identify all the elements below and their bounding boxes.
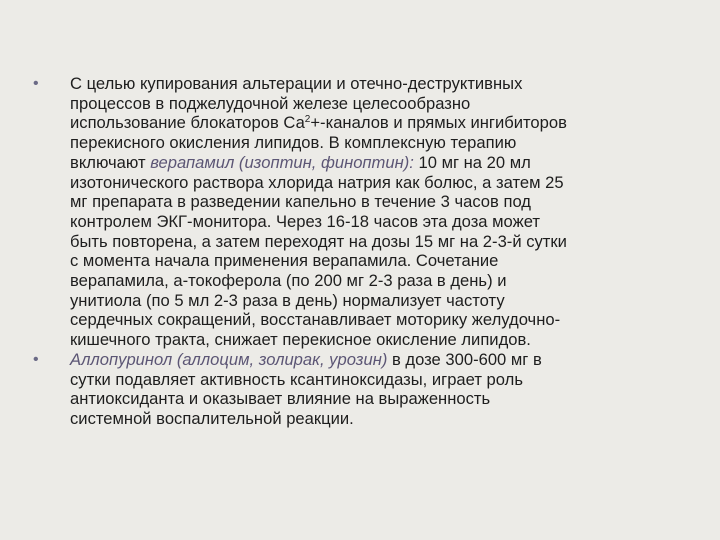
text-span: верапамила, а-токоферола (по 200 мг 2-3 раза в день) и xyxy=(70,271,507,291)
text-line xyxy=(70,212,690,232)
text-line xyxy=(70,113,690,133)
text-span: кишечного тракта, снижает перекисное окисление липидов. xyxy=(70,330,531,350)
text-span: +-каналов и прямых ингибиторов xyxy=(310,113,567,133)
text-line xyxy=(70,350,690,370)
text-span: 10 мг на 20 мл xyxy=(413,152,531,172)
text-span: сутки подавляет активность ксантиноксидазы, играет роль xyxy=(70,369,523,389)
text-line xyxy=(70,310,690,330)
text-span: изотонического раствора хлорида натрия как болюс, а затем 25 xyxy=(70,172,564,192)
text-line xyxy=(70,173,690,193)
text-line xyxy=(70,271,690,291)
bullet-dot-icon: • xyxy=(33,350,39,368)
text-line xyxy=(70,389,690,409)
text-line xyxy=(70,291,690,311)
bullet-list xyxy=(30,74,690,429)
bullet-item-allopurinol xyxy=(30,350,690,429)
text-span: использование блокаторов Са xyxy=(70,113,305,133)
text-span: включают xyxy=(70,152,151,172)
text-line xyxy=(70,330,690,350)
text-span: антиоксиданта и оказывает влияние на выраженность xyxy=(70,389,491,409)
text-line xyxy=(70,133,690,153)
text-line xyxy=(70,409,690,429)
text-span: быть повторена, а затем переходят на дозы 15 мг на 2-3-й сутки xyxy=(70,231,567,251)
text-line xyxy=(70,251,690,271)
drug-name-verapamil: верапамил (изоптин, финоптин): xyxy=(150,152,414,172)
text-span: мг препарата в разведении капельно в течение 3 часов под xyxy=(70,192,531,212)
text-span: с момента начала применения верапамила. Сочетание xyxy=(70,251,499,271)
text-line xyxy=(70,94,690,114)
text-span: С целью купирования альтерации и отечно-деструктивных xyxy=(70,74,523,93)
bullet-dot-icon: • xyxy=(33,75,39,92)
text-span: унитиола (по 5 мл 2-3 раза в день) нормализует частоту xyxy=(70,290,505,310)
text-span: процессов в поджелудочной железе целесообразно xyxy=(70,93,471,113)
text-line xyxy=(70,153,690,173)
text-line xyxy=(70,370,690,390)
superscript: 2 xyxy=(304,114,311,126)
text-span: сердечных сокращений, восстанавливает моторику желудочно- xyxy=(70,310,561,330)
bullet-item-verapamil xyxy=(30,74,690,350)
text-span: перекисного окисления липидов. В комплексную терапию xyxy=(70,133,517,153)
text-line xyxy=(70,192,690,212)
text-span: системной воспалительной реакции. xyxy=(70,408,354,428)
text-span: в дозе 300-600 мг в xyxy=(387,349,542,369)
text-span: контролем ЭКГ-монитора. Через 16-18 часов эта доза может xyxy=(70,211,540,231)
drug-name-allopurinol: Аллопуринол (аллоцим, золирак, урозин) xyxy=(70,349,388,369)
text-line xyxy=(70,74,690,94)
text-line xyxy=(70,232,690,252)
